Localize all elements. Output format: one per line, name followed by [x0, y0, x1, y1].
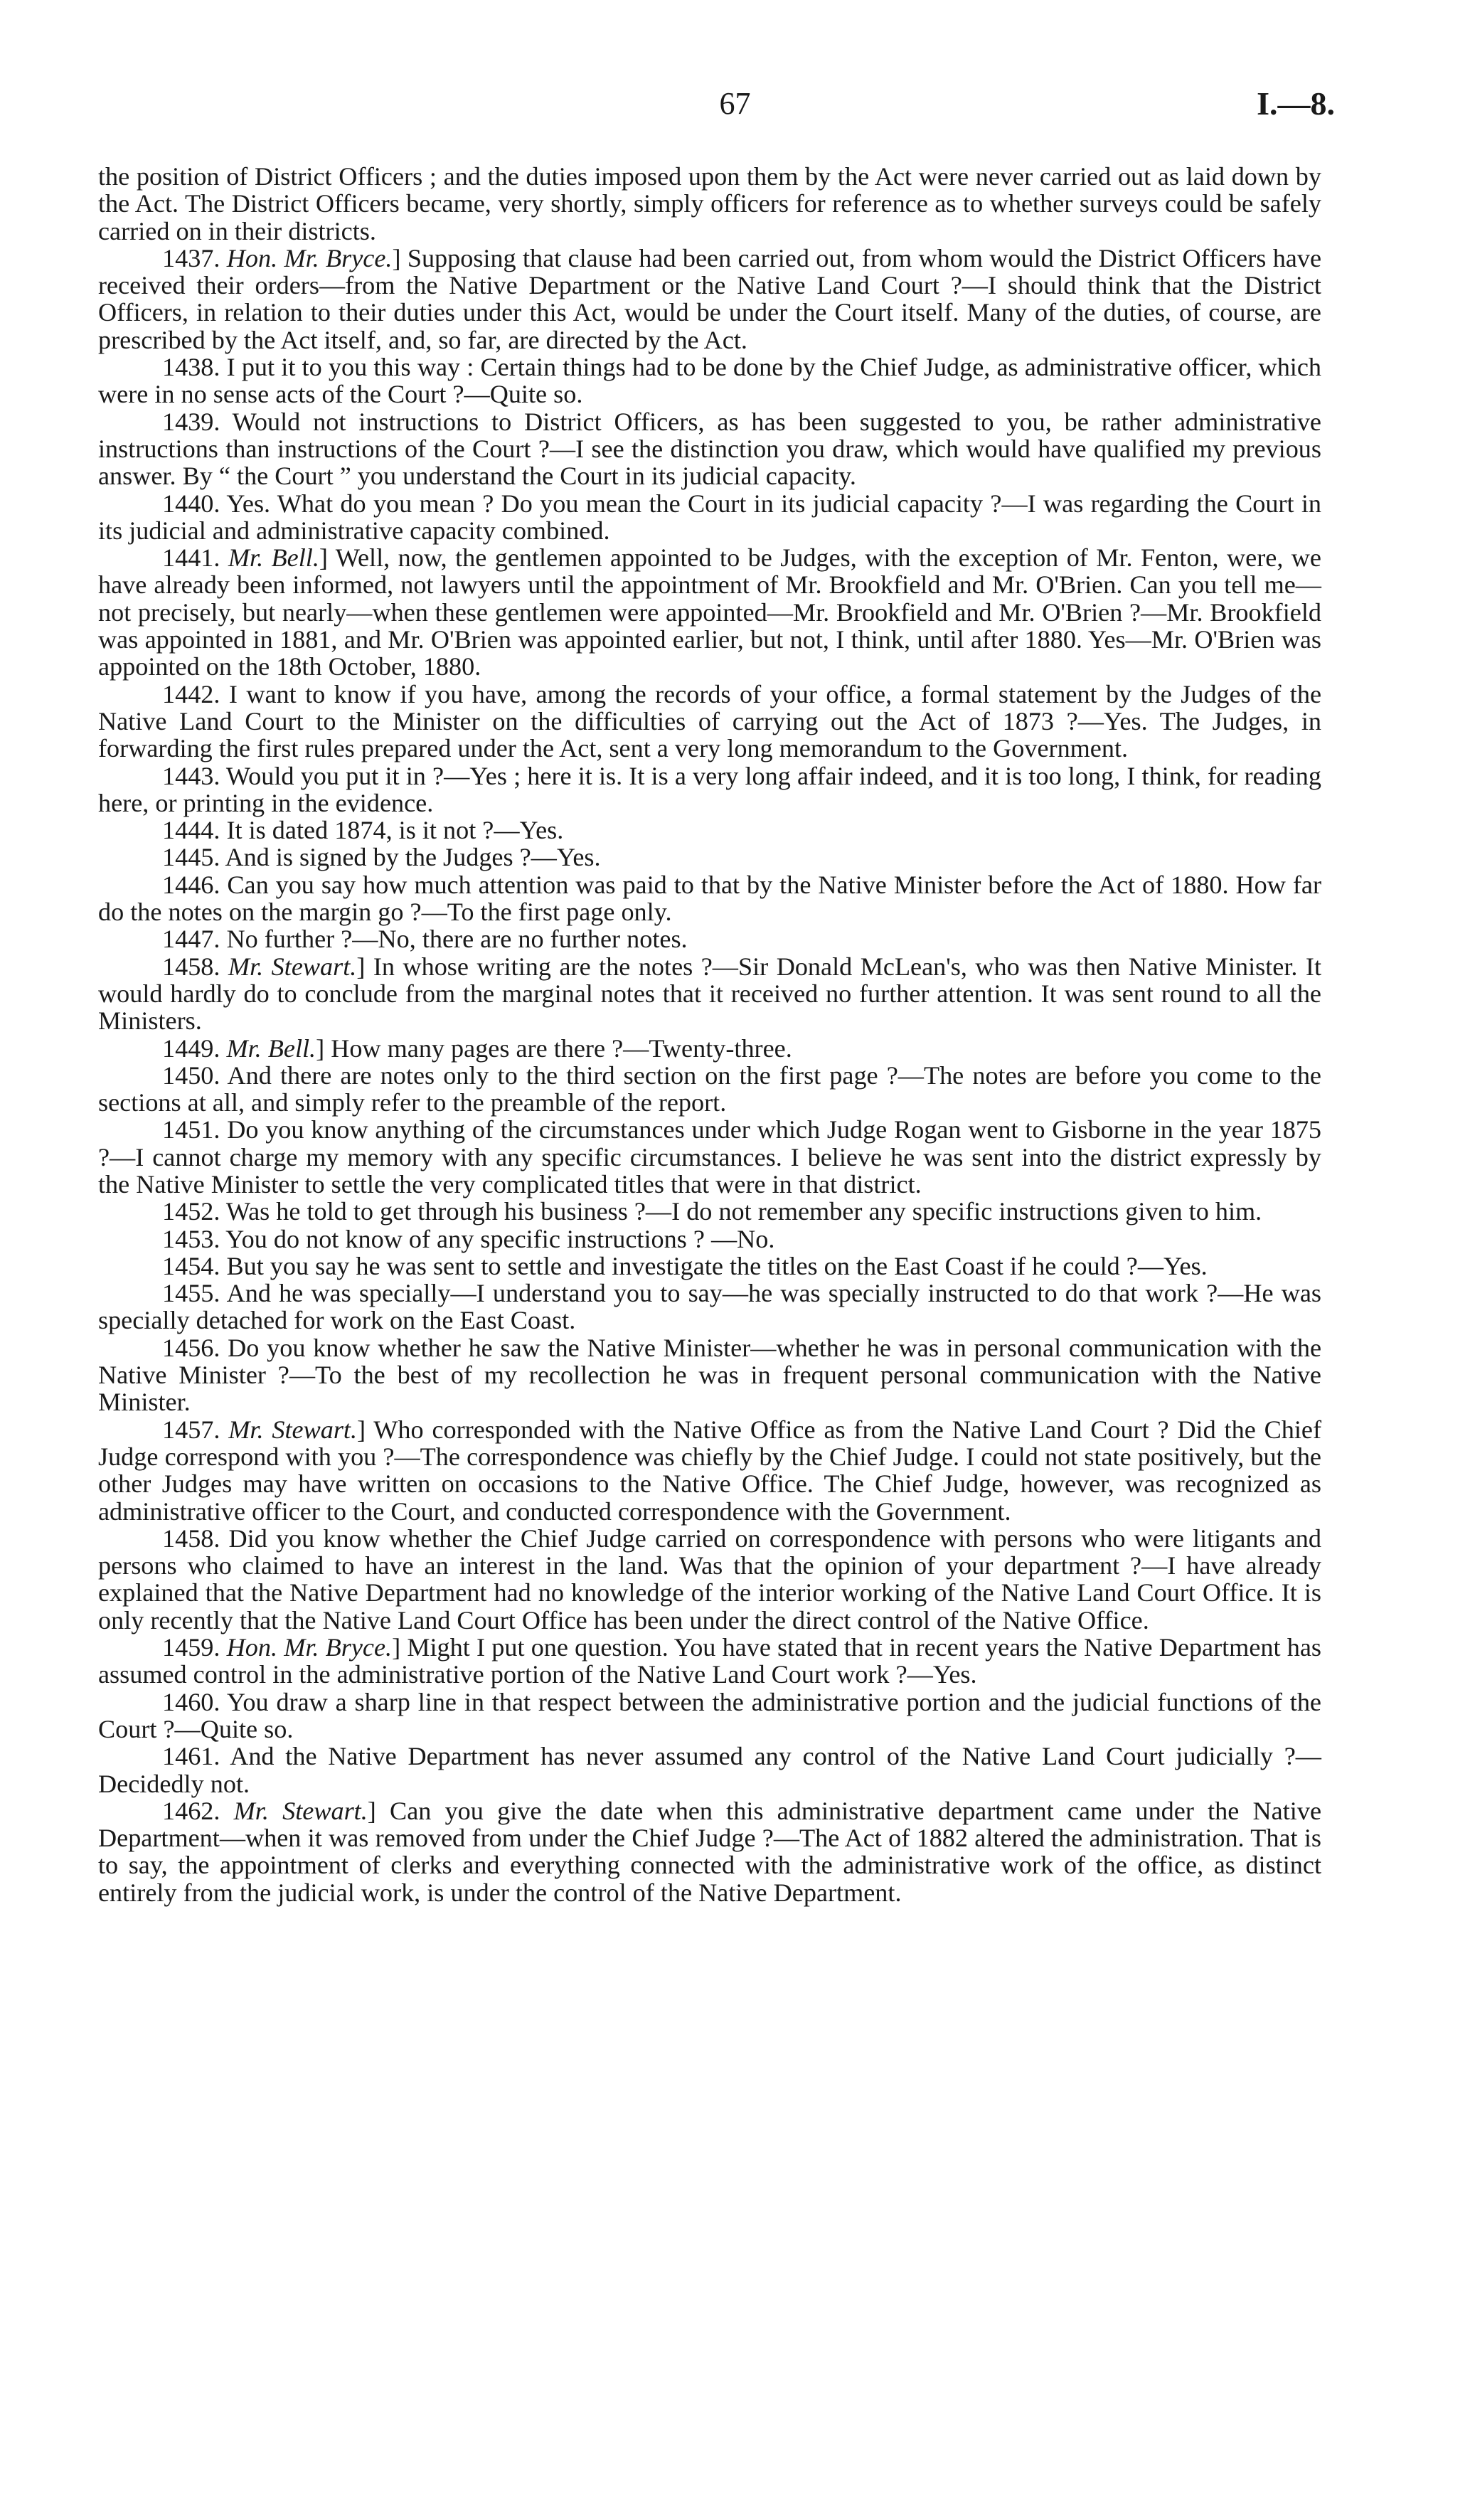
evidence-paragraph	[98, 245, 1321, 353]
evidence-paragraph	[98, 1226, 1321, 1253]
paragraph-text: I put it to you this way : Certain things had to be done by the Chief Judge, as administrative officer, which were in no sense acts of the Court ?—Quite so.	[98, 353, 1321, 409]
evidence-paragraph	[98, 1198, 1321, 1225]
paragraph-text: And he was specially—I understand you to say—he was specially instructed to do that work ?—He was specially detached for work on the East Coast.	[98, 1279, 1321, 1335]
speaker-name: Mr. Stewart.	[233, 1796, 368, 1825]
paragraph-text: I want to know if you have, among the records of your office, a formal statement by the Judges of the Native Land Court to the Minister on the difficulties of carrying out the Act of 1873 ?—Yes. The Judges, in forwarding the first rules prepared under the Act, sent a very long memorandum to the Government.	[98, 679, 1322, 763]
paragraph-text: Yes. What do you mean ? Do you mean the Court in its judicial capacity ?—I was regarding the Court in its judicial and administrative capacity combined.	[98, 489, 1321, 545]
question-number: 1456.	[162, 1333, 220, 1362]
document-reference: I.—8.	[1257, 85, 1335, 122]
speaker-name: Mr. Bell.	[228, 543, 319, 573]
question-number: 1451.	[162, 1115, 220, 1144]
evidence-paragraph	[98, 817, 1321, 844]
question-number: 1460.	[162, 1687, 220, 1716]
question-number: 1446.	[162, 870, 220, 899]
evidence-paragraph	[98, 353, 1321, 408]
speaker-name: Hon. Mr. Bryce.	[226, 243, 393, 272]
paragraph-text: ] How many pages are there ?—Twenty-three.	[316, 1033, 792, 1063]
question-number: 1454.	[162, 1251, 220, 1280]
evidence-paragraph	[98, 1280, 1321, 1334]
evidence-paragraph	[98, 953, 1321, 1035]
evidence-paragraph	[98, 1797, 1321, 1906]
evidence-paragraph	[98, 1035, 1321, 1062]
question-number: 1439.	[162, 407, 220, 436]
question-number: 1443.	[162, 761, 220, 790]
question-number: 1441.	[162, 543, 220, 573]
evidence-paragraph	[98, 490, 1321, 545]
question-number: 1449.	[162, 1033, 220, 1063]
question-number: 1453.	[162, 1224, 220, 1253]
evidence-paragraph	[98, 408, 1321, 490]
evidence-paragraph	[98, 681, 1321, 762]
question-number: 1442.	[162, 679, 220, 708]
paragraph-text: And the Native Department has never assumed any control of the Native Land Court judicially ?—Decidedly not.	[98, 1742, 1321, 1798]
evidence-paragraph	[98, 544, 1321, 680]
paragraph-text: Do you know anything of the circumstances under which Judge Rogan went to Gisborne in the year 1875 ?—I cannot charge my memory with any specific circumstances. I believe he was sent into the district expressly by the Native Minister to settle the very complicated titles that were in that district.	[98, 1115, 1322, 1198]
paragraph-text: And is signed by the Judges ?—Yes.	[225, 843, 601, 872]
question-number: 1457.	[162, 1415, 220, 1444]
paragraph-text: Can you say how much attention was paid to that by the Native Minister before the Act of 1880. How far do the notes on the margin go ?—To the first page only.	[98, 870, 1321, 927]
question-number: 1458.	[162, 952, 220, 981]
question-number: 1438.	[162, 353, 220, 382]
evidence-paragraph	[98, 844, 1321, 871]
question-number: 1444.	[162, 816, 220, 845]
question-number: 1461.	[162, 1742, 220, 1771]
paragraph-text: ] Who corresponded with the Native Office as from the Native Land Court ? Did the Chief Judge correspond with you ?—The correspondence was chiefly by the Chief Judge. I could not state positively, but the other Judges may have written on occasions to the Native Office. The Chief Judge, however, was recognized as administrative officer to the Court, and conducted correspondence with the Government.	[98, 1415, 1322, 1526]
speaker-name: Mr. Bell.	[226, 1033, 316, 1063]
paragraph-text: Would you put it in ?—Yes ; here it is. It is a very long affair indeed, and it is too long, I think, for reading here, or printing in the evidence.	[98, 761, 1321, 817]
evidence-paragraph	[98, 1525, 1321, 1634]
paragraph-text: ] Well, now, the gentlemen appointed to be Judges, with the exception of Mr. Fenton, were, we have already been informed, not lawyers until the appointment of Mr. Brookfield and Mr. O'Brien. Can you tell me—not precisely, but nearly—when these gentlemen were appointed—Mr. Brookfield and Mr. O'Brien ?—Mr. Brookfield was appointed in 1881, and Mr. O'Brien was appointed earlier, but not, I think, until after 1880. Yes—Mr. O'Brien was appointed on the 18th October, 1880.	[98, 543, 1321, 681]
evidence-paragraph	[98, 762, 1321, 817]
question-number: 1452.	[162, 1197, 220, 1226]
question-number: 1459.	[162, 1633, 220, 1662]
paragraph-text: ] Supposing that clause had been carried out, from whom would the District Officers have received their orders—from the Native Department or the Native Land Court ?—I should think that the District Officers, in relation to their duties under this Act, would be under the Court itself. Many of the duties, of course, are prescribed by the Act itself, and, so far, are directed by the Act.	[98, 243, 1322, 354]
paragraph-text: No further ?—No, there are no further notes.	[226, 925, 688, 954]
evidence-paragraph	[98, 1416, 1321, 1525]
paragraph-text: But you say he was sent to settle and investigate the titles on the East Coast if he could ?—Yes.	[226, 1251, 1208, 1280]
paragraph-text: ] In whose writing are the notes ?—Sir Donald McLean's, who was then Native Minister. It would hardly do to conclude from the marginal notes that it received no further attention. It was sent round to all the Ministers.	[98, 952, 1322, 1036]
question-number: 1450.	[162, 1060, 220, 1090]
paragraph-text: You do not know of any specific instructions ? —No.	[225, 1224, 775, 1253]
question-number: 1458.	[162, 1524, 220, 1553]
paragraph-text: the position of District Officers ; and the duties imposed upon them by the Act were never carried out as laid down by the Act. The District Officers became, very shortly, simply officers for reference as to whether surveys could be safely carried on in their districts.	[98, 162, 1321, 245]
evidence-paragraph	[98, 1062, 1321, 1117]
question-number: 1445.	[162, 843, 220, 872]
speaker-name: Mr. Stewart.	[228, 952, 357, 981]
paragraph-text: Do you know whether he saw the Native Minister—whether he was in personal communication with the Native Minister ?—To the best of my recollection he was in frequent personal communication with the Native Minister.	[98, 1333, 1321, 1417]
evidence-text	[98, 163, 1321, 1906]
question-number: 1447.	[162, 925, 220, 954]
evidence-paragraph	[98, 1634, 1321, 1689]
page-number: 67	[719, 86, 751, 121]
paragraph-text: And there are notes only to the third section on the first page ?—The notes are before you come to the sections at all, and simply refer to the preamble of the report.	[98, 1060, 1321, 1117]
paragraph-text: Was he told to get through his business ?—I do not remember any specific instructions given to him.	[225, 1197, 1262, 1226]
evidence-paragraph	[98, 1689, 1321, 1743]
evidence-paragraph	[98, 1743, 1321, 1797]
evidence-paragraph	[98, 1334, 1321, 1416]
question-number: 1440.	[162, 489, 220, 518]
paragraph-text: It is dated 1874, is it not ?—Yes.	[226, 816, 564, 845]
paragraph-text: ] Might I put one question. You have stated that in recent years the Native Department has assumed control in the administrative portion of the Native Land Court work ?—Yes.	[98, 1633, 1321, 1689]
question-number: 1437.	[162, 243, 220, 272]
evidence-paragraph	[98, 1116, 1321, 1198]
paragraph-text: ] Can you give the date when this administrative department came under the Native Department—when it was removed from under the Chief Judge ?—The Act of 1882 altered the administration. That is to say, the appointment of clerks and everything connected with the administrative work of the office, as distinct entirely from the judicial work, is under the control of the Native Department.	[98, 1796, 1322, 1907]
paragraph-text: Did you know whether the Chief Judge carried on correspondence with persons who were litigants and persons who claimed to have an interest in the land. Was that the opinion of your department ?—I have already explained that the Native Department had no knowledge of the interior working of the Native Land Court Office. It is only recently that the Native Land Court Office has been under the direct control of the Native Office.	[98, 1524, 1321, 1634]
evidence-paragraph	[98, 871, 1321, 926]
speaker-name: Hon. Mr. Bryce.	[226, 1633, 393, 1662]
evidence-paragraph	[98, 163, 1321, 245]
speaker-name: Mr. Stewart.	[228, 1415, 358, 1444]
question-number: 1455.	[162, 1279, 220, 1308]
evidence-paragraph	[98, 1253, 1321, 1280]
paragraph-text: You draw a sharp line in that respect between the administrative portion and the judicial functions of the Court ?—Quite so.	[98, 1687, 1321, 1743]
paragraph-text: Would not instructions to District Officers, as has been suggested to you, be rather administrative instructions than instructions of the Court ?—I see the distinction you draw, which would have qualified my previous answer. By “ the Court ” you understand the Court in its judicial capacity.	[98, 407, 1321, 491]
question-number: 1462.	[162, 1796, 220, 1825]
evidence-paragraph	[98, 925, 1321, 952]
